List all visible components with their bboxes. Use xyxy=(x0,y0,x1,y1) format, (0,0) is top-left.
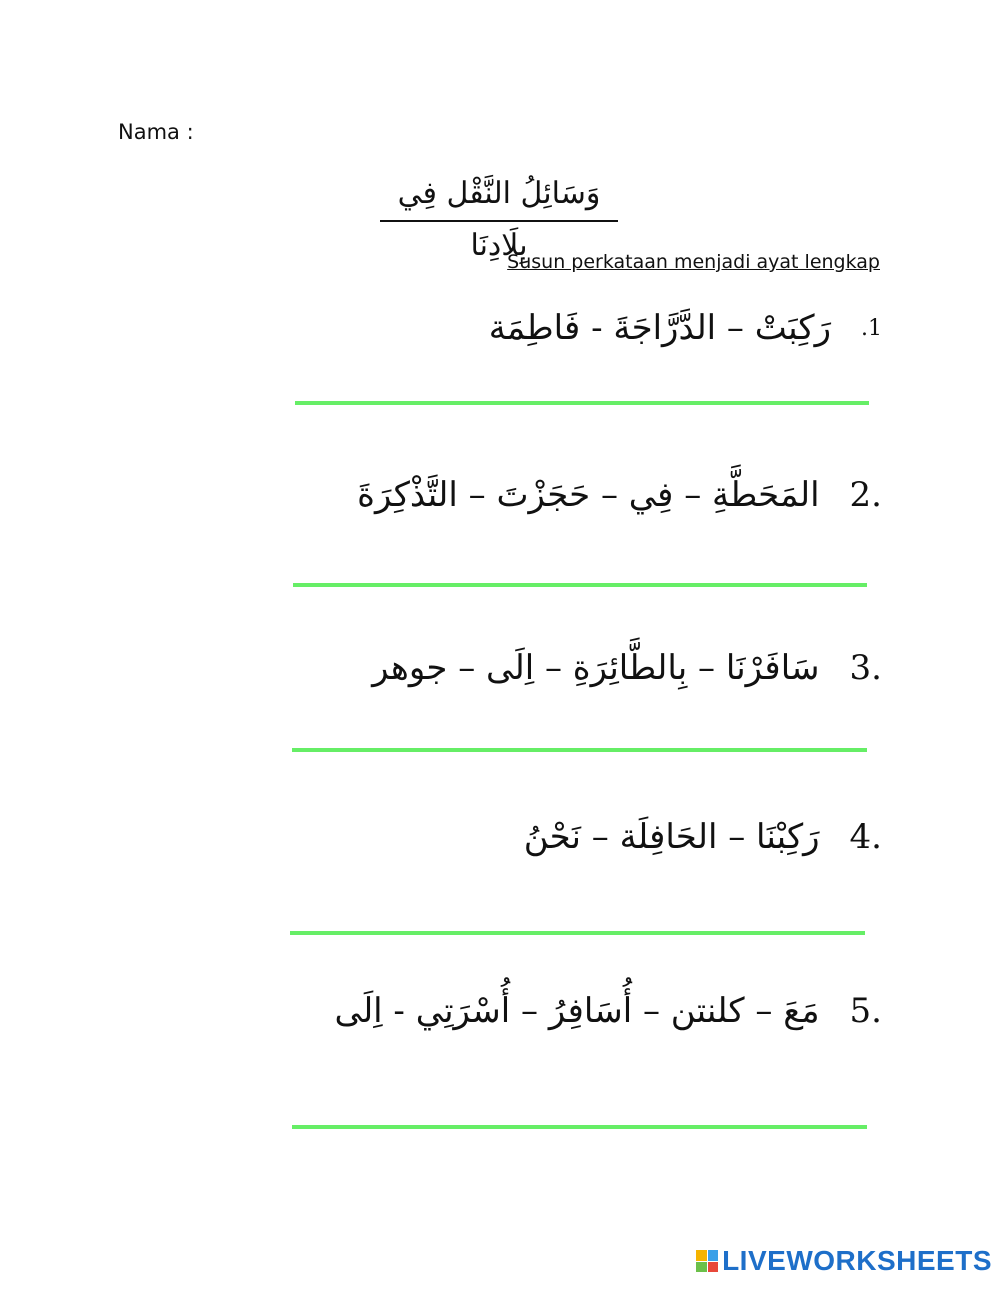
question-number: .1 xyxy=(861,315,882,341)
name-label: Nama : xyxy=(118,120,194,144)
question-item-3 xyxy=(372,638,882,698)
answer-line-4[interactable] xyxy=(290,931,865,935)
instruction-text: Susun perkataan menjadi ayat lengkap xyxy=(507,251,880,273)
answer-line-2[interactable] xyxy=(293,583,867,587)
question-item-2 xyxy=(357,465,882,525)
question-item-5 xyxy=(334,981,882,1041)
answer-line-3[interactable] xyxy=(292,748,867,752)
worksheet-title: وَسَائِلُ النَّقْل فِي بِلَادِنَا xyxy=(380,168,618,222)
question-item-4 xyxy=(524,807,882,867)
question-words: المَحَطَّةِ – فِي – حَجَزْتَ – التَّذْكِرَةَ xyxy=(357,475,820,515)
question-number: 4. xyxy=(849,817,882,857)
question-words: رَكِبَتْ – الدَّرَّاجَةَ - فَاطِمَة xyxy=(488,308,831,348)
answer-line-1[interactable] xyxy=(295,401,869,405)
question-words: مَعَ – كلنتن – أُسَافِرُ – أُسْرَتِي - اِلَى xyxy=(334,991,820,1031)
liveworksheets-logo xyxy=(696,1245,992,1277)
question-number: 3. xyxy=(849,648,882,688)
question-number: 5. xyxy=(849,991,882,1031)
question-number: 2. xyxy=(849,475,882,515)
logo-text: LIVEWORKSHEETS xyxy=(722,1245,992,1276)
liveworksheets-icon xyxy=(696,1250,718,1272)
answer-line-5[interactable] xyxy=(292,1125,867,1129)
question-words: سَافَرْنَا – بِالطَّائِرَةِ – اِلَى – جوهر xyxy=(372,648,820,688)
question-words: رَكِبْنَا – الحَافِلَة – نَحْنُ xyxy=(523,817,820,857)
question-item-1 xyxy=(489,298,882,358)
